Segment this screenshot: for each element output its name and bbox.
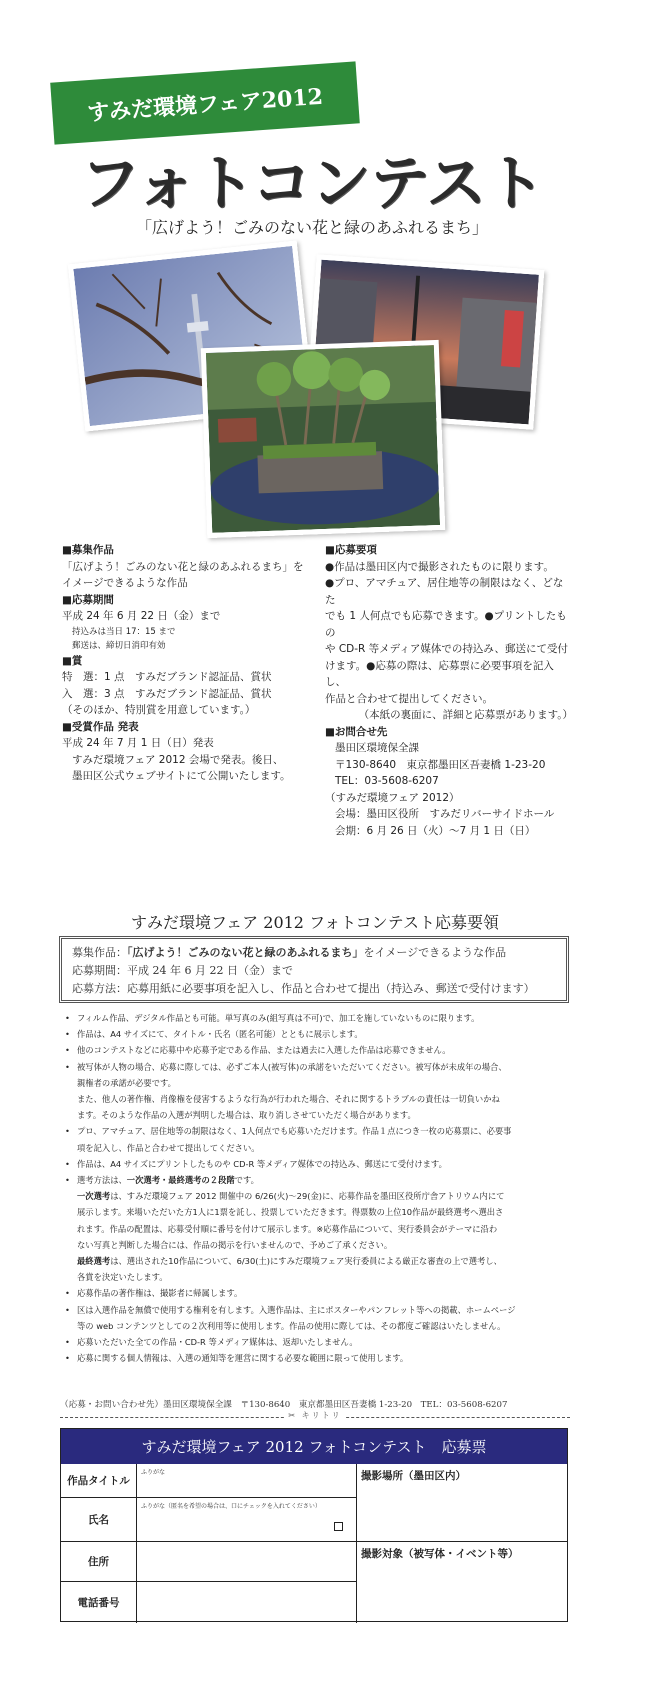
prize-line: （そのほか、特別賞を用意しています。）	[62, 704, 256, 716]
subject-field[interactable]	[357, 1542, 567, 1623]
rule-item-continued: ない写真と判断した場合には、作品の掲示を行いませんので、予めご了承ください。	[77, 1239, 393, 1250]
fair-banner-label: すみだ環境フェア2012	[86, 83, 324, 126]
rule-final-selection-label: 最終選考	[77, 1256, 111, 1267]
fair-banner	[50, 61, 360, 144]
fair-dates: 会期：6 月 26 日（火）～7 月 1 日（日）	[335, 824, 536, 837]
rule-item: • 作品は、A4 サイズにプリントしたものや CD-R 等メディア媒体での持込み、郵送にて受付けます。	[65, 1156, 570, 1172]
location-label: 撮影場所（墨田区内）	[361, 1470, 466, 1482]
announcement-text: すみだ環境フェア 2012 会場で発表。後日、	[72, 753, 284, 766]
phone-field[interactable]	[137, 1582, 357, 1623]
cut-label: ✂ キリトリ	[285, 1410, 345, 1421]
address-label: 住所	[61, 1542, 137, 1582]
entry-period-heading: ■応募期間	[62, 593, 114, 606]
entry-period-date: 平成 24 年 6 月 22 日（金）まで	[62, 610, 221, 622]
contact-line: （応募・お問い合わせ先）墨田区環境保全課 〒130-8640 東京都墨田区吾妻橋 1-23-20 TEL：03-5608-6207	[60, 1400, 508, 1410]
inquiry-phone: TEL：03-5608-6207	[335, 775, 439, 787]
guide-summary-box	[59, 936, 569, 1003]
name-label: 氏名	[61, 1498, 137, 1542]
requirements-text: ●プロ、アマチュア、居住地等の制限はなく、どなた	[325, 577, 564, 606]
entry-form-grid	[61, 1464, 567, 1623]
photo-bonsai	[201, 340, 445, 538]
rule-selection-suffix: です。	[234, 1175, 259, 1186]
title-label: 作品タイトル	[61, 1464, 137, 1498]
address-field[interactable]	[137, 1542, 357, 1582]
requirements-text: や CD-R 等メディア媒体での持込み、郵送にて受付	[325, 643, 568, 655]
inquiry-address: 〒130-8640 東京都墨田区吾妻橋 1-23-20	[335, 758, 546, 771]
guide-method-line: 応募方法：応募用紙に必要事項を記入し、作品と合わせて提出（持込み、郵送で受付けます）	[72, 982, 535, 995]
guide-theme-suffix: をイメージできるような作品	[363, 946, 507, 959]
entry-work-text: 「広げよう！ごみのない花と緑のあふれるまち」を	[62, 560, 304, 573]
rule-item-selection	[65, 1172, 570, 1188]
guide-theme-prefix: 募集作品：	[72, 946, 127, 959]
requirements-text: でも 1 人何点でも応募できます。●プリントしたもの	[325, 610, 567, 639]
rule-first-selection-text: は、すみだ環境フェア 2012 開催中の 6/26(火)～29(金)に、応募作品を墨田区役所庁舎アトリウム内にて	[110, 1191, 505, 1202]
subject-label: 撮影対象（被写体・イベント等）	[361, 1548, 519, 1560]
info-left-column	[62, 542, 307, 785]
prize-line: 入 選：3 点 すみだブランド認証品、賞状	[62, 687, 272, 700]
entry-period-note: 郵送は、締切日消印有効	[72, 640, 166, 651]
name-furigana-note: ふりがな（匿名を希望の場合は、口にチェックを入れてください）	[141, 1503, 321, 1510]
rule-item-continued: 展示します。来場いただいた方1人に1票を託し、投票していただきます。得票数の上位10作品が最終選考へ選出さ	[77, 1207, 504, 1218]
anonymous-checkbox[interactable]	[334, 1522, 343, 1531]
prize-line: 特 選：1 点 すみだブランド認証品、賞状	[62, 671, 272, 683]
rule-item-continued: 等の web コンテンツとしての２次利用等に使用します。作品の使用に際しては、その都度ご確認はいたしません。	[77, 1320, 506, 1331]
location-field[interactable]	[357, 1464, 567, 1542]
requirements-text: 作品と合わせて提出してください。	[325, 692, 493, 705]
rule-final-selection-text: は、選出された10作品について、6/30(土)にすみだ環境フェア実行委員による厳正な審査の上で選考し、	[110, 1256, 502, 1267]
title-furigana: ふりがな	[141, 1469, 166, 1476]
info-right-column	[325, 542, 573, 839]
rule-first-selection-label: 一次選考	[77, 1191, 111, 1202]
inquiry-heading: ■お問合せ先	[325, 725, 388, 738]
entry-work-text: イメージできるような作品	[62, 577, 188, 589]
rule-item-continued: 各賞を決定いたします。	[77, 1272, 168, 1283]
rule-item-continued: また、他人の著作権、肖像権を侵害するような行為が行われた場合、それに関するトラブルの責任は一切負いかね	[77, 1094, 500, 1105]
rule-item: • 区は入選作品を無償で使用する権利を有します。入選作品は、主にポスターやパンフレット等への掲載、ホームページ	[65, 1302, 570, 1318]
fair-venue: 会場：墨田区役所 すみだリバーサイドホール	[335, 808, 555, 820]
contest-theme: 「広げよう！ごみのない花と緑のあふれるまち」	[135, 218, 488, 237]
rule-item: • プロ、アマチュア、居住地等の制限はなく、1人何点でも応募いただけます。作品１点につき一枚の応募票に、必要事	[65, 1123, 570, 1139]
page-title: フォトコンテスト	[80, 149, 545, 219]
entry-period-note: 持込みは当日 17：15 まで	[72, 626, 176, 637]
rule-item: • 応募いただいた全ての作品・CD-R 等メディア媒体は、返却いたしません。	[65, 1334, 570, 1350]
fair-name: （すみだ環境フェア 2012）	[325, 791, 460, 804]
phone-label: 電話番号	[61, 1582, 137, 1623]
rule-item: • 作品は、A4 サイズにて、タイトル・氏名（匿名可能）とともに展示します。	[65, 1026, 570, 1042]
rule-item: • 応募作品の著作権は、撮影者に帰属します。	[65, 1285, 570, 1301]
announcement-heading: ■受賞作品 発表	[62, 720, 139, 733]
rule-item: • 応募に関する個人情報は、入選の通知等を運営に関する必要な範囲に限って使用します。	[65, 1350, 570, 1366]
requirements-text: ●作品は墨田区内で撮影されたものに限ります。	[325, 560, 554, 573]
rule-final-selection	[65, 1253, 570, 1269]
guide-theme-line	[72, 944, 556, 962]
rules-list	[65, 1010, 570, 1366]
guide-period-line: 応募期間：平成 24 年 6 月 22 日（金）まで	[72, 964, 293, 977]
rule-first-selection	[65, 1188, 570, 1204]
title-field[interactable]	[137, 1464, 357, 1498]
entry-form	[60, 1428, 568, 1622]
requirements-note: （本紙の裏面に、詳細と応募票があります。）	[358, 709, 573, 721]
inquiry-department: 墨田区環境保全課	[335, 742, 419, 754]
name-field[interactable]	[137, 1498, 357, 1542]
rule-selection-prefix: 選考方法は、	[77, 1175, 127, 1186]
rule-item-continued: 項を記入し、作品と合わせて提出してください。	[77, 1142, 260, 1153]
rule-item-continued: ます。そのような作品の入選が判明した場合は、取り消しさせていただく場合があります。	[77, 1110, 416, 1121]
rule-item: • 被写体が人物の場合、応募に際しては、必ずご本人(被写体)の承諾をいただいてください。被写体が未成年の場合、	[65, 1059, 570, 1075]
requirements-heading: ■応募要項	[325, 544, 377, 556]
entry-work-heading: ■募集作品	[62, 544, 114, 556]
guide-theme: 「広げよう！ごみのない花と緑のあふれるまち」	[127, 946, 364, 959]
rule-item: • フィルム作品、デジタル作品とも可能。単写真のみ(組写真は不可)で、加工を施していないものに限ります。	[65, 1010, 570, 1026]
prize-heading: ■賞	[62, 654, 83, 667]
rule-item-continued: 親権者の承諾が必要です。	[77, 1077, 176, 1088]
rule-item-continued: れます。作品の配置は、応募受付順に番号を付けて展示します。※応募作品について、実行委員会がテーマに沿わ	[77, 1223, 498, 1234]
requirements-text: けます。●応募の際は、応募票に必要事項を記入し、	[325, 659, 554, 688]
announcement-text: 墨田区公式ウェブサイトにて公開いたします。	[72, 770, 291, 782]
entry-form-header: すみだ環境フェア 2012 フォトコンテスト 応募票	[61, 1429, 567, 1464]
rule-selection-stages: 一次選考・最終選考の２段階	[126, 1175, 235, 1186]
guide-title: すみだ環境フェア 2012 フォトコンテスト応募要領	[130, 913, 499, 932]
announcement-date: 平成 24 年 7 月 1 日（日）発表	[62, 737, 214, 749]
rule-item: • 他のコンテストなどに応募中や応募予定である作品、または過去に入選した作品は応募できません。	[65, 1042, 570, 1058]
